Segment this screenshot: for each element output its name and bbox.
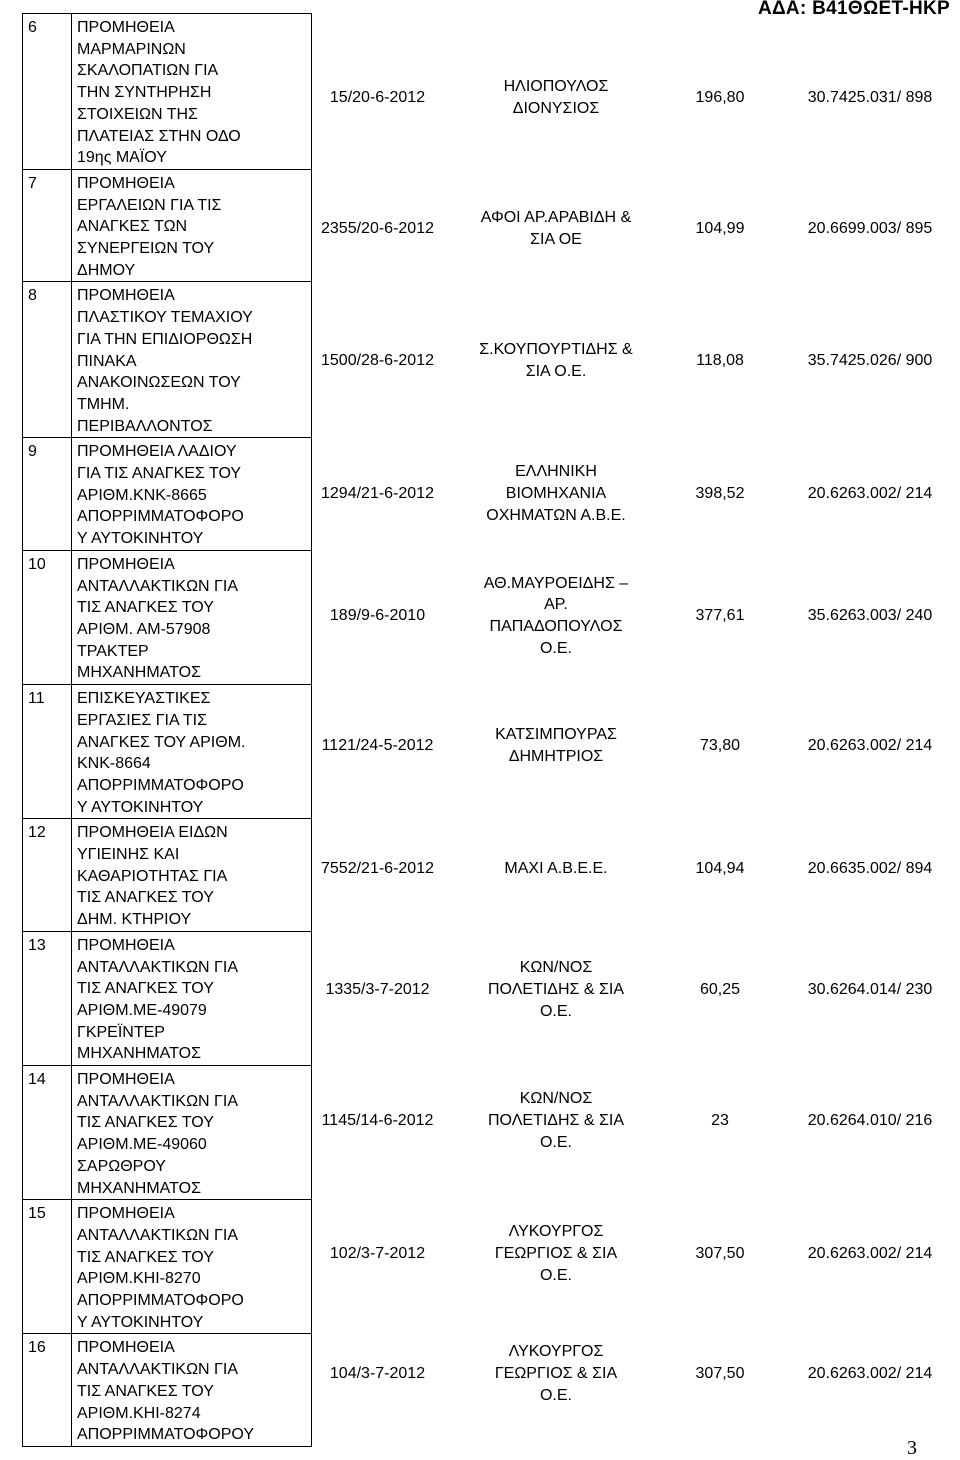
row-number: 16 xyxy=(23,1334,72,1447)
row-budget-code: 20.6263.002/ 214 xyxy=(807,1365,933,1383)
row-amount: 307,50 xyxy=(695,1245,745,1263)
row-supplier: ΑΦΟΙ ΑΡ.ΑΡΑΒΙΔΗ & ΣΙΑ ΟΕ xyxy=(480,209,632,248)
row-budget-code: 20.6263.002/ 214 xyxy=(807,1245,933,1263)
row-amount: 307,50 xyxy=(695,1365,745,1383)
row-amount: 118,08 xyxy=(696,352,744,370)
row-number: 13 xyxy=(23,931,72,1065)
row-supplier: ΗΛΙΟΠΟΥΛΟΣ ΔΙΟΝΥΣΙΟΣ xyxy=(503,78,609,117)
row-date: 1500/28-6-2012 xyxy=(321,352,434,370)
row-supplier: ΜΑΧΙ Α.Β.Ε.Ε. xyxy=(504,860,608,878)
row-date: 7552/21-6-2012 xyxy=(321,860,434,878)
row-description: ΠΡΟΜΗΘΕΙΑ ΕΙΔΩΝ ΥΓΙΕΙΝΗΣ ΚΑΙ ΚΑΘΑΡΙΟΤΗΤΑΣ ΓΙΑ ΤΙΣ ΑΝΑΓΚΕΣ ΤΟΥ ΔΗΜ. ΚΤΗΡΙΟΥ xyxy=(72,819,312,932)
row-supplier: ΛΥΚΟΥΡΓΟΣ ΓΕΩΡΓΙΟΣ & ΣΙΑ Ο.Ε. xyxy=(494,1343,618,1404)
row-budget-code: 20.6263.002/ 214 xyxy=(807,737,933,755)
page-number: 3 xyxy=(907,1437,917,1459)
row-description: ΠΡΟΜΗΘΕΙΑ ΑΝΤΑΛΛΑΚΤΙΚΩΝ ΓΙΑ ΤΙΣ ΑΝΑΓΚΕΣ ΤΟΥ ΑΡΙΘΜ.ΚΗΙ-8274 ΑΠΟΡΡΙΜΜΑΤΟΦΟΡΟΥ xyxy=(72,1334,312,1447)
row-number: 12 xyxy=(23,819,72,932)
row-budget-code: 30.6264.014/ 230 xyxy=(807,981,933,999)
table-row xyxy=(23,1334,312,1447)
table-row xyxy=(23,931,312,1065)
row-date: 1335/3-7-2012 xyxy=(325,981,430,999)
ada-header: ΑΔΑ: Β41ΘΩΕΤ-ΗΚΡ xyxy=(757,0,950,19)
row-supplier: ΛΥΚΟΥΡΓΟΣ ΓΕΩΡΓΙΟΣ & ΣΙΑ Ο.Ε. xyxy=(494,1223,618,1284)
row-budget-code: 20.6263.002/ 214 xyxy=(807,485,933,503)
row-amount: 60,25 xyxy=(699,981,741,999)
row-budget-code: 20.6699.003/ 895 xyxy=(807,220,933,238)
row-number: 7 xyxy=(23,169,72,282)
row-budget-code: 35.6263.003/ 240 xyxy=(807,607,933,625)
row-date: 102/3-7-2012 xyxy=(329,1245,426,1263)
row-number: 8 xyxy=(23,282,72,438)
row-amount: 73,80 xyxy=(699,737,741,755)
row-date: 1121/24-5-2012 xyxy=(321,737,434,755)
table-row xyxy=(23,1066,312,1200)
row-budget-code: 20.6264.010/ 216 xyxy=(807,1112,933,1130)
row-amount: 398,52 xyxy=(695,485,745,503)
row-amount: 23 xyxy=(711,1112,729,1130)
row-number: 15 xyxy=(23,1200,72,1334)
row-date: 104/3-7-2012 xyxy=(329,1365,426,1383)
row-supplier: ΑΘ.ΜΑΥΡΟΕΙΔΗΣ – ΑΡ. ΠΑΠΑΔΟΠΟΥΛΟΣ Ο.Ε. xyxy=(483,574,629,657)
row-number: 10 xyxy=(23,550,72,684)
row-date: 189/9-6-2010 xyxy=(329,607,426,625)
row-date: 15/20-6-2012 xyxy=(329,89,426,107)
row-supplier: ΚΩΝ/ΝΟΣ ΠΟΛΕΤΙΔΗΣ & ΣΙΑ Ο.Ε. xyxy=(488,1090,624,1151)
row-date: 1294/21-6-2012 xyxy=(321,485,434,503)
row-number: 14 xyxy=(23,1066,72,1200)
row-budget-code: 35.7425.026/ 900 xyxy=(807,352,933,370)
row-amount: 196,80 xyxy=(695,89,745,107)
row-description: ΕΠΙΣΚΕΥΑΣΤΙΚΕΣ ΕΡΓΑΣΙΕΣ ΓΙΑ ΤΙΣ ΑΝΑΓΚΕΣ ΤΟΥ ΑΡΙΘΜ. ΚΝΚ-8664 ΑΠΟΡΡΙΜΜΑΤΟΦΟΡΟ Υ ΑΥΤΟΚΙΝΗΤΟΥ xyxy=(72,685,312,819)
items-table xyxy=(22,13,312,1447)
row-description: ΠΡΟΜΗΘΕΙΑ ΠΛΑΣΤΙΚΟΥ ΤΕΜΑΧΙΟΥ ΓΙΑ ΤΗΝ ΕΠΙΔΙΟΡΘΩΣΗ ΠΙΝΑΚΑ ΑΝΑΚΟΙΝΩΣΕΩΝ ΤΟΥ ΤΜΗΜ. ΠΕΡΙΒΑΛΛΟΝΤΟΣ xyxy=(72,282,312,438)
table-row xyxy=(23,550,312,684)
row-number: 6 xyxy=(23,14,72,170)
table-row xyxy=(23,282,312,438)
row-supplier: Σ.ΚΟΥΠΟΥΡΤΙΔΗΣ & ΣΙΑ Ο.Ε. xyxy=(479,341,633,380)
table-row xyxy=(23,819,312,932)
row-number: 11 xyxy=(23,685,72,819)
table-row xyxy=(23,169,312,282)
row-description: ΠΡΟΜΗΘΕΙΑ ΑΝΤΑΛΛΑΚΤΙΚΩΝ ΓΙΑ ΤΙΣ ΑΝΑΓΚΕΣ ΤΟΥ ΑΡΙΘΜ.ΜΕ-49079 ΓΚΡΕΪΝΤΕΡ ΜΗΧΑΝΗΜΑΤΟΣ xyxy=(72,931,312,1065)
row-description: ΠΡΟΜΗΘΕΙΑ ΛΑΔΙΟΥ ΓΙΑ ΤΙΣ ΑΝΑΓΚΕΣ ΤΟΥ ΑΡΙΘΜ.ΚΝΚ-8665 ΑΠΟΡΡΙΜΜΑΤΟΦΟΡΟ Υ ΑΥΤΟΚΙΝΗΤΟΥ xyxy=(72,438,312,551)
row-description: ΠΡΟΜΗΘΕΙΑ ΜΑΡΜΑΡΙΝΩΝ ΣΚΑΛΟΠΑΤΙΩΝ ΓΙΑ ΤΗΝ ΣΥΝΤΗΡΗΣΗ ΣΤΟΙΧΕΙΩΝ ΤΗΣ ΠΛΑΤΕΙΑΣ ΣΤΗΝ ΟΔΟ 19ης ΜΑΪΟΥ xyxy=(72,14,312,170)
table-row xyxy=(23,438,312,551)
table-row xyxy=(23,685,312,819)
row-supplier: ΕΛΛΗΝΙΚΗ ΒΙΟΜΗΧΑΝΙΑ ΟΧΗΜΑΤΩΝ Α.Β.Ε. xyxy=(486,463,626,524)
row-amount: 377,61 xyxy=(695,607,745,625)
row-description: ΠΡΟΜΗΘΕΙΑ ΕΡΓΑΛΕΙΩΝ ΓΙΑ ΤΙΣ ΑΝΑΓΚΕΣ ΤΩΝ ΣΥΝΕΡΓΕΙΩΝ ΤΟΥ ΔΗΜΟΥ xyxy=(72,169,312,282)
row-budget-code: 30.7425.031/ 898 xyxy=(807,89,933,107)
row-description: ΠΡΟΜΗΘΕΙΑ ΑΝΤΑΛΛΑΚΤΙΚΩΝ ΓΙΑ ΤΙΣ ΑΝΑΓΚΕΣ ΤΟΥ ΑΡΙΘΜ.ΜΕ-49060 ΣΑΡΩΘΡΟΥ ΜΗΧΑΝΗΜΑΤΟΣ xyxy=(72,1066,312,1200)
row-amount: 104,99 xyxy=(695,220,745,238)
row-description: ΠΡΟΜΗΘΕΙΑ ΑΝΤΑΛΛΑΚΤΙΚΩΝ ΓΙΑ ΤΙΣ ΑΝΑΓΚΕΣ ΤΟΥ ΑΡΙΘΜ. ΑΜ-57908 ΤΡΑΚΤΕΡ ΜΗΧΑΝΗΜΑΤΟΣ xyxy=(72,550,312,684)
row-supplier: ΚΑΤΣΙΜΠΟΥΡΑΣ ΔΗΜΗΤΡΙΟΣ xyxy=(495,726,617,765)
table-row xyxy=(23,14,312,170)
row-budget-code: 20.6635.002/ 894 xyxy=(807,860,933,878)
row-date: 1145/14-6-2012 xyxy=(321,1112,434,1130)
row-number: 9 xyxy=(23,438,72,551)
row-amount: 104,94 xyxy=(695,860,745,878)
table-row xyxy=(23,1200,312,1334)
row-date: 2355/20-6-2012 xyxy=(321,220,434,238)
row-supplier: ΚΩΝ/ΝΟΣ ΠΟΛΕΤΙΔΗΣ & ΣΙΑ Ο.Ε. xyxy=(488,959,624,1020)
row-description: ΠΡΟΜΗΘΕΙΑ ΑΝΤΑΛΛΑΚΤΙΚΩΝ ΓΙΑ ΤΙΣ ΑΝΑΓΚΕΣ ΤΟΥ ΑΡΙΘΜ.ΚΗΙ-8270 ΑΠΟΡΡΙΜΜΑΤΟΦΟΡΟ Υ ΑΥΤΟΚΙΝΗΤΟΥ xyxy=(72,1200,312,1334)
